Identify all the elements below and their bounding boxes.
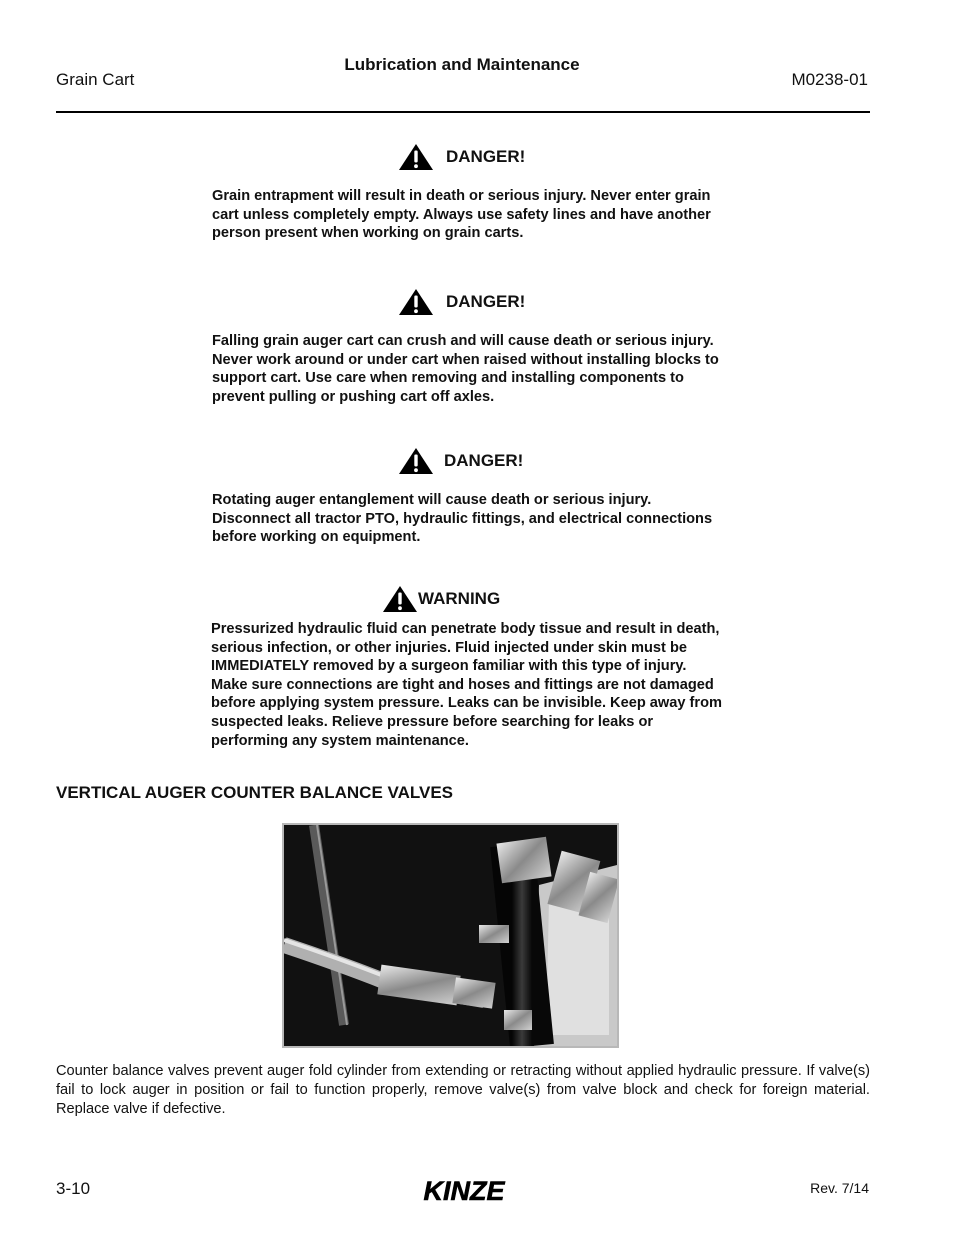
warning-triangle-icon	[398, 447, 434, 475]
alert-heading-danger-2	[398, 288, 525, 316]
warning-triangle-icon	[398, 143, 434, 171]
alert-text-danger-3: Rotating auger entanglement will cause death or serious injury. Disconnect all tractor PTO, hydraulic fittings, and electrical connections before working on equipment.	[212, 492, 713, 546]
page-number: 3-10	[56, 1179, 91, 1198]
kinze-logo	[404, 1176, 524, 1206]
alert-label: DANGER!	[446, 292, 526, 311]
revision-date: Rev. 7/14	[810, 1180, 869, 1196]
header-divider	[56, 111, 870, 113]
header-manual-number: M0238-01	[791, 70, 868, 89]
alert-heading-danger-1	[398, 143, 525, 171]
header-product-name: Grain Cart	[56, 70, 135, 89]
alert-text-warning: Pressurized hydraulic fluid can penetrate body tissue and result in death, serious infection, or other injuries. Fluid injected under skin must be IMMEDIATELY removed by a surgeon familiar with this type of injury. Make sure connections are tight and hoses and fittings are not damaged before applying system pressure. Leaks can be invisible. Keep away from suspected leaks. Relieve pressure before searching for leaks or performing any system maintenance.	[211, 621, 722, 749]
alert-heading-danger-3	[398, 447, 523, 475]
alert-text-danger-1: Grain entrapment will result in death or serious injury. Never enter grain cart unless completely empty. Always use safety lines and have another person present when working on grain carts.	[212, 188, 711, 242]
section-title: VERTICAL AUGER COUNTER BALANCE VALVES	[56, 783, 454, 802]
counter-balance-valve-photo	[282, 823, 619, 1048]
header-chapter-title: Lubrication and Maintenance	[344, 55, 580, 74]
alert-heading-warning	[382, 585, 500, 613]
section-paragraph: Counter balance valves prevent auger fold cylinder from extending or retracting without applied hydraulic pressure. If valve(s) fail to lock auger in position or fail to function properly, remove valve(s) from valve block and check for foreign material. Replace valve if defective.	[56, 1063, 870, 1117]
alert-text-danger-2: Falling grain auger cart can crush and will cause death or serious injury. Never work around or under cart when raised without installing blocks to support cart. Use care when removing and installing components to prevent pulling or pushing cart off axles.	[212, 333, 719, 405]
warning-triangle-icon	[382, 585, 418, 613]
alert-label: DANGER!	[444, 451, 524, 470]
alert-label: DANGER!	[446, 147, 526, 166]
alert-label: WARNING	[418, 589, 501, 608]
logo-text: KINZE	[423, 1176, 505, 1206]
warning-triangle-icon	[398, 288, 434, 316]
